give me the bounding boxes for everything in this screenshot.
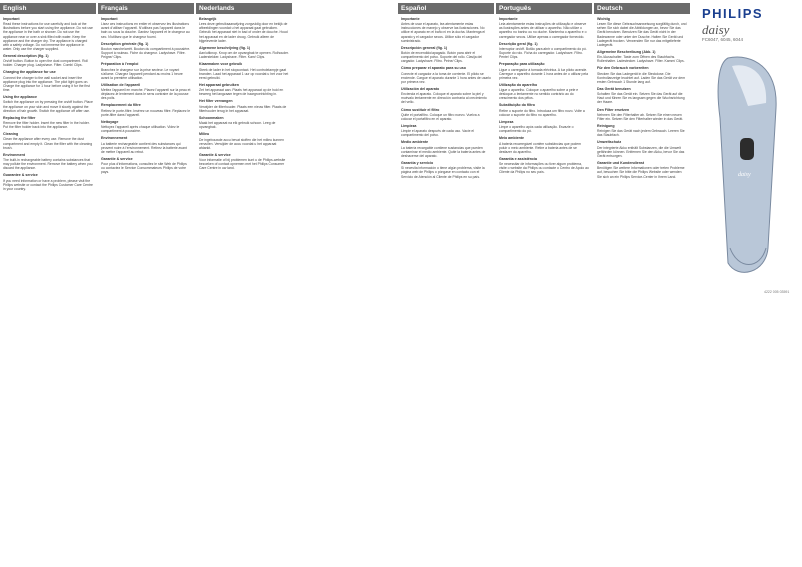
section-heading: Limpieza (401, 123, 417, 128)
section-body: Nettoyez l'appareil après chaque utilisation. Videz le compartiment à poussière. (101, 125, 180, 134)
section-body: Ein-/Ausschalter. Taste zum Öffnen des Staubfachs. Rollenhalter. Ladestecker. Ladyshave. Filter. Kamm/ Clips. (597, 55, 685, 64)
language-header: Deutsch (594, 3, 690, 14)
section-heading: Description générale (fig. 1) (101, 41, 149, 46)
section-body: Botón de encendido/apagado. Botón para abrir el compartimento del polvo. Soporte del rollo. Clavija del cargador. Ladyshave. Filtro. Peine/ Clips. (401, 51, 483, 64)
section-heading: Utilización del aparato (401, 86, 440, 91)
section-heading: Garantie & service (101, 156, 133, 161)
section-heading: Importante (499, 17, 518, 21)
section-heading: Descripción general (fig. 1) (401, 45, 448, 50)
section-heading: Environment (3, 152, 25, 157)
section-heading: Medio ambiente (401, 140, 429, 145)
section-heading: Milieu (199, 132, 210, 137)
column-espanol (398, 0, 494, 567)
section-heading: Remplacement du filtre (101, 103, 141, 108)
section-heading: Den Filter ersetzen (597, 107, 630, 112)
section-heading: Garantía y servicio (401, 161, 434, 166)
section-body: Ligue o carregador à tomada eléctrica. A luz piloto acende. Carregue o aparelho durante 1 hora antes de o utilizar pela primeira vez. (499, 67, 588, 80)
section-heading: Het apparaat gebruiken (199, 82, 239, 87)
section-body: Lees deze gebruiksaanwijzing zorgvuldig door en bekijk de afbeeldingen voordat u het apparaat gaat gebruiken. Gebruik het apparaat niet in bad of onder de douche. Houd het apparaat en de lader droog. Gebruik alleen de bijgeleverde lader. (199, 22, 288, 43)
section-body: Si necesita información o tiene algún problema, visite la página web de Philips o póngase en contacto con el Servicio de Atención al Cliente de Philips en su país. (401, 166, 485, 179)
section-heading: Het filter vervangen (199, 99, 233, 104)
section-body: Mettez l'appareil en marche. Placez l'appareil sur la peau et déplacez-le lentement dans le sens contraire de la pousse des poils. (101, 88, 191, 101)
section-body: Read these instructions for use carefully and look at the illustrations before you start using the appliance. Do not use the appliance in the bath or shower. Do not use the appliance near or over a sink filled with water. Keep the appliance and the charger dry. The appliance is charged with a safety voltage. Do not immerse the appliance in water. Only use the charger supplied. (3, 22, 93, 51)
section-heading: Umweltschutz (597, 140, 622, 145)
brand-panel (694, 0, 802, 567)
section-heading: Importante (401, 17, 420, 21)
section-body: La batterie rechargeable contient des substances qui peuvent nuire à l'environnement. Retirez la batterie avant de mettre l'appareil au rebut. (101, 141, 187, 154)
column-english (0, 0, 96, 567)
section-heading: Schoonmaken (199, 115, 224, 120)
section-heading: Cleaning (3, 132, 19, 137)
product-name: daisy (702, 22, 730, 37)
section-heading: Nettoyage (101, 119, 119, 124)
column-deutsch (594, 0, 690, 567)
section-body: La batería recargable contiene sustancias que pueden contaminar el medio ambiente. Quite la batería antes de deshacerse del aparato. (401, 145, 486, 158)
section-heading: Klaarmaken voor gebruik (199, 62, 243, 67)
section-heading: Garantie & service (199, 152, 231, 157)
section-body: Lesen Sie diese Gebrauchsanweisung sorgfältig durch, und sehen Sie sich dabei die Abbildungen an, bevor Sie das Gerät benutzen. Benutzen Sie das Gerät nicht in der Badewanne oder unter der Dusche. Halten Sie Gerät und Ladegerät trocken. Verwenden Sie nur das mitgelieferte Ladegerät. (597, 22, 687, 47)
section-body: If you need information or have a problem, please visit the Philips website or contact the Philips Customer Care Centre in your country. (3, 178, 93, 191)
section-heading: Important (3, 17, 20, 21)
section-heading: Cómo sustituir el filtro (401, 107, 440, 112)
section-body: De ingebouwde accu bevat stoffen die het milieu kunnen vervuilen. Verwijder de accu voordat u het apparaat afdankt. (199, 137, 284, 150)
language-header: Español (398, 3, 494, 14)
section-body: Leia atentamente estas instruções de utilização e observe as ilustrações antes de utilizar o aparelho. Não utilize o aparelho no banho ou no duche. Mantenha o aparelho e o carregador secos. Utilize apenas o carregador fornecido. (499, 22, 587, 39)
section-body: Nehmen Sie den Filterhalter ab. Setzen Sie einen neuen Filter ein. Setzen Sie den Filterhalter wieder in das Gerät. (597, 112, 684, 121)
section-heading: Das Gerät benutzen (597, 86, 631, 91)
section-body: Der integrierte Akku enthält Substanzen, die die Umwelt gefährden können. Entfernen Sie den Akku, bevor Sie das Gerät entsorgen. (597, 145, 685, 158)
section-body: Quite el portafiltro. Coloque un filtro nuevo. Vuelva a colocar el portafiltro en el aparato. (401, 112, 480, 121)
section-heading: Meio ambiente (499, 136, 524, 141)
column-nederlands (196, 0, 292, 567)
model-numbers: FC6047, 6045, 6044 (702, 37, 744, 42)
section-heading: Wichtig (597, 17, 610, 21)
section-body: A bateria recarregável contém substâncias que podem poluir o meio ambiente. Retire a bateria antes de se desfazer do aparelho. (499, 141, 581, 154)
section-body: Retirez le porte-filtre. Insérez un nouveau filtre. Replacez le porte-filtre dans l'appareil. (101, 108, 191, 117)
section-heading: Utilização do aparelho (499, 82, 538, 87)
section-heading: Cómo preparar el aparato para su uso (401, 66, 466, 71)
language-header: Français (98, 3, 194, 14)
section-body: Ligue o aparelho. Coloque o aparelho sobre a pele e desloque-o lentamente no sentido contrário ao do crescimento dos pêlos. (499, 88, 579, 101)
philips-logo: PHILIPS (702, 6, 764, 21)
section-heading: Reinigung (597, 123, 615, 128)
section-heading: Garantie und Kundendienst (597, 161, 645, 166)
section-heading: General description (fig. 1) (3, 53, 49, 58)
section-heading: Préparation à l'emploi (101, 62, 139, 67)
section-heading: Charging the appliance for use (3, 70, 56, 75)
section-body: Pour plus d'informations, consultez le site Web de Philips ou contactez le Service Consommateurs Philips de votre pays. (101, 162, 187, 175)
language-header: Nederlands (196, 3, 292, 14)
section-heading: Descrição geral (fig. 1) (499, 41, 538, 46)
section-body: Switch the appliance on by pressing the on/off button. Place the appliance on your skin and move it slowly against the direction of hair growth. Switch the appliance off after use. (3, 100, 93, 113)
section-body: Schalten Sie das Gerät ein. Setzen Sie das Gerät auf die Haut und führen Sie es langsam gegen die Wuchsrichtung der Haare. (597, 92, 685, 105)
section-heading: Belangrijk (199, 17, 217, 21)
section-heading: Guarantee & service (3, 173, 38, 178)
section-heading: Preparação para utilização (499, 62, 545, 67)
section-heading: Utilisation de l'appareil (101, 82, 141, 87)
section-body: Maak het apparaat na elk gebruik schoon. Leeg de opvangbak. (199, 121, 276, 130)
section-body: Encienda el aparato. Coloque el aparato sobre la piel y muévalo lentamente en dirección contraria al crecimiento del vello. (401, 92, 487, 105)
column-francais (98, 0, 194, 567)
section-body: Retire o suporte do filtro. Introduza um filtro novo. Volte a colocar o suporte do filtro no aparelho. (499, 108, 585, 117)
section-heading: Important (101, 17, 118, 21)
section-body: Bouton marche/arrêt. Bouton du compartiment à poussière. Support à rouleau. Fiche du chargeur. Ladyshave. Filtre. Peigne/ Clips. (101, 46, 191, 60)
section-body: Benötigen Sie weitere Informationen oder treten Probleme auf, besuchen Sie bitte die Philips Website oder wenden Sie sich an ein Philips Service-Center in Ihrem Land. (597, 166, 685, 179)
ladyshave-device-illustration (698, 48, 798, 288)
section-body: Aan/uitknop. Knop om de opvangbak te openen. Rolhouder. Laderstekker. Ladyshave. Filter. Kam/ Clips. (199, 51, 289, 60)
section-body: Conecte el cargador a la toma de corriente. El piloto se enciende. Cargue el aparato durante 1 hora antes de usarlo por primera vez. (401, 71, 491, 84)
document-code: 4222 005 03591 (764, 290, 790, 294)
section-body: Voor informatie of bij problemen kunt u de Philips-website bezoeken of contact opnemen met het Philips Consumer Care Centre in uw land. (199, 158, 286, 171)
section-body: On/off button. Button to open the dust compartment. Roll holder. Charger plug. Ladyshave. Filter. Comb/ Clips. (3, 59, 88, 68)
column-portugues (496, 0, 592, 567)
device-label: daisy (738, 172, 751, 178)
section-body: Se necessitar de informações ou tiver algum problema, visite o website da Philips ou contacte o Centro de Apoio ao Cliente da Philips no seu país. (499, 162, 589, 175)
section-body: Clean the appliance after every use. Remove the dust compartment and empty it. Clean the filter with the cleaning brush. (3, 137, 93, 150)
section-body: Connect the charger to the wall socket and insert the appliance plug into the appliance. The pilot light goes on. Charge the appliance for 1 hour before using it for the first time. (3, 75, 90, 93)
section-heading: Environnement (101, 136, 128, 141)
section-body: Limpe o aparelho após cada utilização. Esvazie o compartimento do pó. (499, 125, 574, 134)
section-body: Interruptor on/off. Botão para abrir o compartimento do pó. Suporte do rolo. Ficha do carregador. Ladyshave. Filtro. Pente/ Clips. (499, 46, 587, 60)
section-body: Zet het apparaat aan. Plaats het apparaat op de huid en beweeg het langzaam tegen de haargroeirichting in. (199, 88, 284, 97)
section-heading: Using the appliance (3, 95, 37, 100)
section-heading: Allgemeine Beschreibung (Abb. 1) (597, 49, 656, 54)
section-heading: Algemene beschrijving (fig. 1) (199, 45, 251, 50)
language-header: Português (496, 3, 592, 14)
section-body: Branchez le chargeur sur la prise secteur. Le voyant s'allume. Chargez l'appareil pendant au moins 1 heure avant la première utilisation. (101, 67, 183, 80)
section-body: The built-in rechargeable battery contains substances that may pollute the environment. Remove the battery when you discard the appliance. (3, 158, 93, 171)
section-body: Steek de lader in het stopcontact. Het controlelampje gaat branden. Laad het apparaat 1 uur op voordat u het voor het eerst gebruikt. (199, 67, 289, 80)
section-body: Stecken Sie das Ladegerät in die Steckdose. Die Kontrollanzeige leuchtet auf. Laden Sie das Gerät vor dem ersten Gebrauch 1 Stunde lang auf. (597, 71, 686, 84)
section-body: Limpie el aparato después de cada uso. Vacíe el compartimento del polvo. (401, 129, 475, 138)
blank-panel (294, 0, 396, 567)
language-header: English (0, 3, 96, 14)
section-body: Verwijder de filterhouder. Plaats een nieuw filter. Plaats de filterhouder terug in het apparaat. (199, 104, 287, 113)
section-body: Remove the filter holder. Insert the new filter in the holder. Put the filter holder back into the appliance. (3, 120, 90, 130)
section-heading: Für den Gebrauch vorbereiten (597, 66, 649, 71)
section-heading: Replacing the filter (3, 115, 36, 120)
section-heading: Limpeza (499, 119, 514, 124)
section-body: Reinigen Sie das Gerät nach jedem Gebrauch. Leeren Sie das Staubfach. (597, 129, 685, 138)
section-body: Lisez ces instructions en entier et observez les illustrations avant d'utiliser l'appareil. N'utilisez pas l'appareil dans le bain ou sous la douche. Gardez l'appareil et le chargeur au sec. N'utilisez que le chargeur fourni. (101, 22, 190, 39)
section-heading: Garantia e assistência (499, 156, 537, 161)
section-body: Antes de usar el aparato, lea atentamente estas instrucciones de manejo y observe las ilustraciones. No utilice el aparato en el baño ni en la ducha. Mantenga el aparato y el cargador secos. Utilice sólo el cargador suministrado. (401, 22, 486, 43)
section-heading: Substituição do filtro (499, 103, 535, 108)
